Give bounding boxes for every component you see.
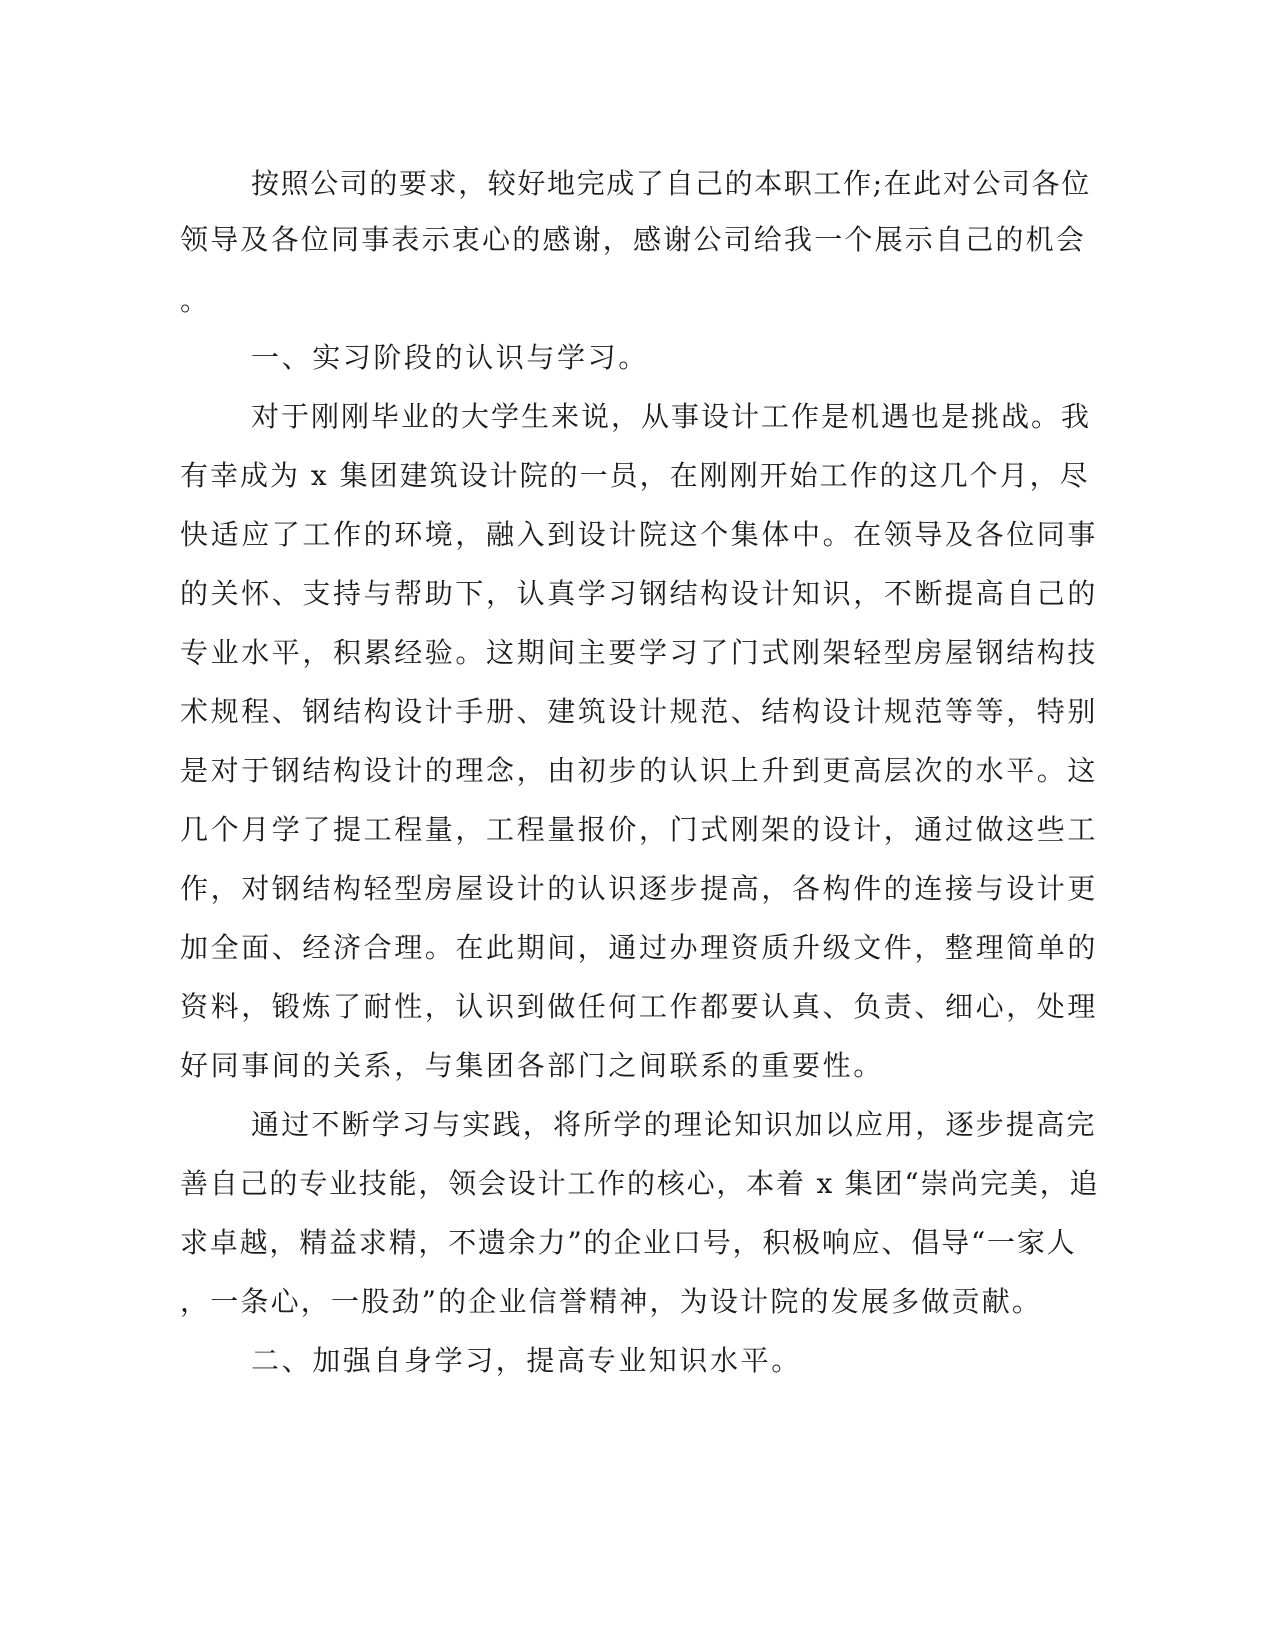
paragraph-2-line-4: 的关怀、支持与帮助下，认真学习钢结构设计知识，不断提高自己的	[180, 577, 1099, 610]
paragraph-2-line-8: 几个月学了提工程量，工程量报价，门式刚架的设计，通过做这些工	[180, 813, 1099, 846]
paragraph-2-line-2: 有幸成为 x 集团建筑设计院的一员，在刚刚开始工作的这几个月，尽	[180, 459, 1090, 492]
paragraph-2-line-7: 是对于钢结构设计的理念，由初步的认识上升到更高层次的水平。这	[180, 754, 1099, 787]
paragraph-2-line-6: 术规程、钢结构设计手册、建筑设计规范、结构设计规范等等，特别	[180, 695, 1099, 728]
paragraph-3-line-4: ，一条心，一股劲”的企业信誉精神，为设计院的发展多做贡献。	[180, 1285, 1043, 1318]
paragraph-2-line-12: 好同事间的关系，与集团各部门之间联系的重要性。	[180, 1049, 884, 1082]
paragraph-1-line-3: 。	[180, 284, 209, 317]
paragraph-3-line-2: 善自己的专业技能，领会设计工作的核心，本着 x 集团“崇尚完美，追	[180, 1167, 1100, 1200]
paragraph-2-line-5: 专业水平，积累经验。这期间主要学习了门式刚架轻型房屋钢结构技	[180, 636, 1099, 669]
paragraph-3-line-1: 通过不断学习与实践，将所学的理论知识加以应用，逐步提高完	[251, 1108, 1097, 1141]
paragraph-1-line-1: 按照公司的要求，较好地完成了自己的本职工作;在此对公司各位	[251, 167, 1091, 200]
paragraph-3-line-3: 求卓越，精益求精，不遗余力”的企业口号，积极响应、倡导“一家人	[180, 1226, 1077, 1259]
paragraph-2-line-3: 快适应了工作的环境，融入到设计院这个集体中。在领导及各位同事	[180, 518, 1099, 551]
section-heading-1: 一、实习阶段的认识与学习。	[251, 341, 649, 374]
section-heading-2: 二、加强自身学习，提高专业知识水平。	[251, 1344, 802, 1377]
paragraph-2-line-11: 资料，锻炼了耐性，认识到做任何工作都要认真、负责、细心，处理	[180, 990, 1099, 1023]
paragraph-2-line-10: 加全面、经济合理。在此期间，通过办理资质升级文件，整理简单的	[180, 931, 1099, 964]
paragraph-2-line-1: 对于刚刚毕业的大学生来说，从事设计工作是机遇也是挑战。我	[251, 400, 1092, 433]
paragraph-2-line-9: 作，对钢结构轻型房屋设计的认识逐步提高，各构件的连接与设计更	[180, 872, 1099, 905]
paragraph-1-line-2: 领导及各位同事表示衷心的感谢，感谢公司给我一个展示自己的机会	[180, 223, 1087, 256]
